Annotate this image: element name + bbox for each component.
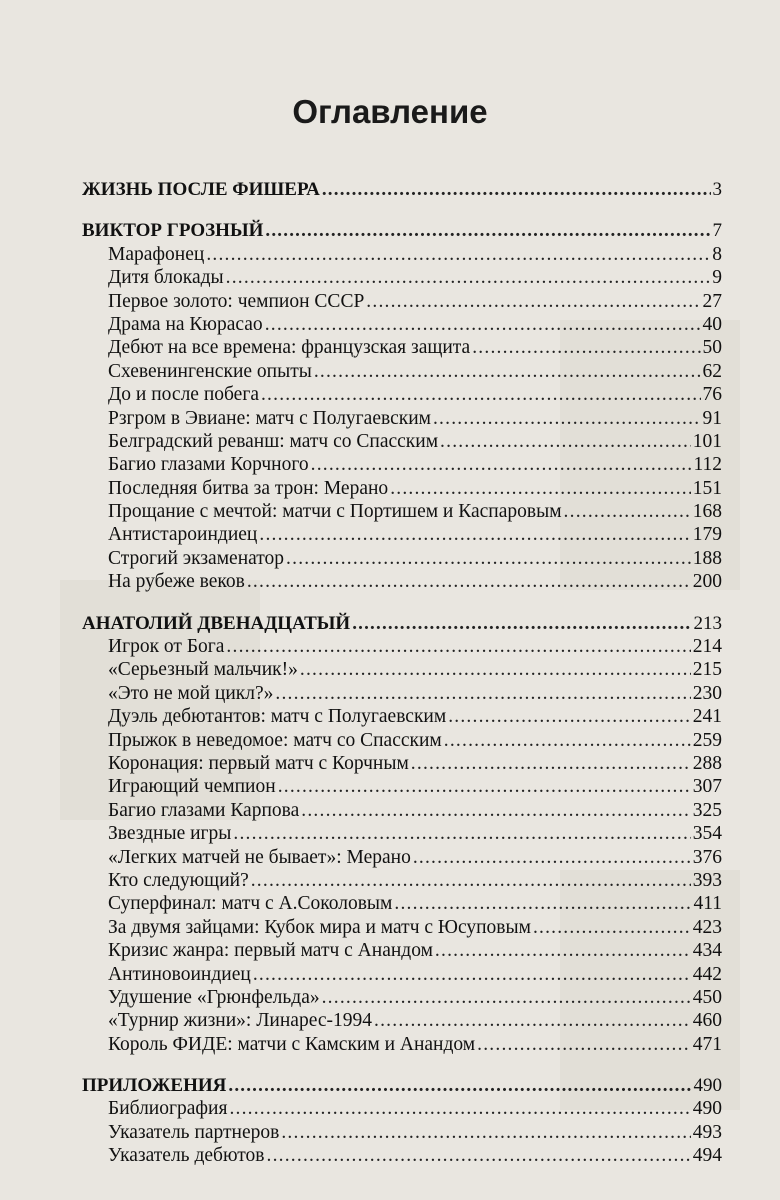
toc-part-heading: [82, 178, 722, 201]
toc-chapter-title: Король ФИДЕ: матчи с Камским и Анандом: [108, 1033, 476, 1055]
toc-page-number: 151: [692, 477, 722, 499]
toc-chapter-entry: [82, 892, 722, 915]
toc-chapter-title: Рзгром в Эвиане: матч с Полугаевским: [108, 407, 431, 429]
toc-chapter-title: Антиновоиндиец: [108, 963, 251, 985]
toc-leader-dots: [366, 290, 700, 313]
toc-chapter-entry: [82, 752, 722, 775]
toc-page-number: 490: [693, 1075, 722, 1097]
toc-leader-dots: [247, 570, 691, 593]
toc-leader-dots: [413, 846, 691, 869]
toc-leader-dots: [477, 1033, 691, 1056]
toc-chapter-entry: [82, 1121, 722, 1144]
toc-page-number: 450: [692, 986, 722, 1008]
toc-leader-dots: [251, 869, 691, 892]
toc-page-number: 50: [702, 337, 722, 359]
toc-chapter-entry: [82, 243, 722, 266]
toc-chapter-list: [82, 1097, 722, 1167]
toc-leader-dots: [301, 799, 690, 822]
toc-page-number: 241: [692, 706, 722, 728]
toc-page-number: 27: [702, 290, 722, 312]
toc-leader-dots: [533, 916, 691, 939]
toc-chapter-title: Белградский реванш: матч со Спасским: [108, 430, 439, 452]
toc-leader-dots: [435, 939, 691, 962]
toc-chapter-entry: [82, 360, 722, 383]
toc-leader-dots: [322, 178, 711, 201]
toc-chapter-title: Звездные игры: [108, 823, 232, 845]
toc-chapter-entry: [82, 939, 722, 962]
toc-leader-dots: [390, 477, 691, 500]
toc-chapter-title: Кто следующий?: [108, 869, 249, 891]
toc-chapter-entry: [82, 313, 722, 336]
toc-chapter-title: Суперфинал: матч с А.Соколовым: [108, 893, 393, 915]
toc-chapter-title: До и после побега: [108, 384, 259, 406]
toc-part-heading: [82, 1074, 722, 1097]
toc-page-number: 101: [692, 430, 722, 452]
toc-chapter-entry: [82, 336, 722, 359]
toc-chapter-title: Указатель партнеров: [108, 1121, 280, 1143]
toc-leader-dots: [226, 266, 711, 289]
toc-chapter-entry: [82, 799, 722, 822]
toc-chapter-title: Строгий экзаменатор: [108, 547, 285, 569]
toc-chapter-title: «Серьезный мальчик!»: [108, 659, 298, 681]
toc-chapter-title: Коронация: первый матч с Корчным: [108, 752, 409, 774]
toc-chapter-entry: [82, 477, 722, 500]
toc-chapter-entry: [82, 547, 722, 570]
toc-chapter-list: [82, 243, 722, 594]
toc-page-number: 471: [692, 1033, 722, 1055]
toc-chapter-entry: [82, 822, 722, 845]
toc-chapter-title: Дебют на все времена: французская защита: [108, 337, 471, 359]
toc-leader-dots: [472, 336, 700, 359]
toc-leader-dots: [265, 313, 701, 336]
toc-chapter-title: Указатель дебютов: [108, 1145, 265, 1167]
toc-page-number: 213: [693, 612, 722, 634]
toc-page-number: 112: [693, 454, 722, 476]
toc-leader-dots: [229, 1097, 690, 1120]
toc-leader-dots: [265, 219, 710, 242]
toc-chapter-entry: [82, 1097, 722, 1120]
toc-page-number: 460: [692, 1010, 722, 1032]
toc-leader-dots: [311, 453, 692, 476]
toc-page-number: 76: [702, 384, 722, 406]
toc-page-number: 393: [692, 869, 722, 891]
toc-leader-dots: [286, 547, 691, 570]
toc-chapter-entry: [82, 635, 722, 658]
toc-chapter-title: Игрок от Бога: [108, 636, 225, 658]
toc-leader-dots: [259, 523, 690, 546]
toc-chapter-entry: [82, 523, 722, 546]
toc-leader-dots: [352, 612, 691, 635]
toc-chapter-entry: [82, 290, 722, 313]
toc-page-number: 200: [692, 571, 722, 593]
toc-chapter-entry: [82, 869, 722, 892]
toc-leader-dots: [314, 360, 701, 383]
toc-chapter-entry: [82, 266, 722, 289]
toc-page-number: 354: [692, 823, 722, 845]
toc-chapter-title: Дуэль дебютантов: матч с Полугаевским: [108, 706, 447, 728]
toc-leader-dots: [433, 407, 701, 430]
toc-chapter-title: На рубеже веков: [108, 571, 245, 593]
toc-chapter-title: Схевенингенские опыты: [108, 360, 312, 382]
toc-chapter-entry: [82, 658, 722, 681]
toc-leader-dots: [233, 822, 690, 845]
toc-chapter-entry: [82, 775, 722, 798]
toc-leader-dots: [228, 1074, 691, 1097]
toc-page-number: 168: [692, 501, 722, 523]
toc-chapter-entry: [82, 383, 722, 406]
toc-part-label: ВИКТОР ГРОЗНЫЙ: [82, 220, 264, 242]
toc-chapter-title: «Легких матчей не бывает»: Мерано: [108, 846, 411, 868]
toc-chapter-entry: [82, 1033, 722, 1056]
toc-page-number: 307: [692, 776, 722, 798]
toc-page-number: 7: [712, 220, 722, 242]
toc-page-number: 214: [692, 636, 722, 658]
toc-leader-dots: [267, 1144, 691, 1167]
toc-chapter-entry: [82, 430, 722, 453]
toc-page-number: 8: [712, 243, 722, 265]
toc-page-number: 288: [692, 752, 722, 774]
toc-chapter-entry: [82, 682, 722, 705]
toc-chapter-list: [82, 635, 722, 1056]
toc-page-number: 40: [702, 313, 722, 335]
toc-part-label: ПРИЛОЖЕНИЯ: [82, 1075, 227, 1097]
toc-chapter-title: Драма на Кюрасао: [108, 313, 263, 335]
toc-page-number: 490: [692, 1098, 722, 1120]
toc-page-number: 376: [692, 846, 722, 868]
toc-page-number: 411: [693, 893, 722, 915]
toc-leader-dots: [448, 705, 691, 728]
toc-chapter-entry: [82, 1144, 722, 1167]
toc-chapter-title: Антистароиндиец: [108, 524, 258, 546]
toc-page-number: 230: [692, 682, 722, 704]
toc-page-number: 493: [692, 1121, 722, 1143]
toc-leader-dots: [394, 892, 691, 915]
toc-page-number: 9: [712, 267, 722, 289]
toc-chapter-title: Багио глазами Корчного: [108, 454, 309, 476]
toc-chapter-entry: [82, 1009, 722, 1032]
toc-part-label: АНАТОЛИЙ ДВЕНАДЦАТЫЙ: [82, 612, 351, 634]
toc-leader-dots: [440, 430, 691, 453]
toc-chapter-entry: [82, 986, 722, 1009]
toc-chapter-entry: [82, 729, 722, 752]
toc-leader-dots: [278, 775, 691, 798]
toc-page-number: 91: [702, 407, 722, 429]
toc-chapter-title: Библиография: [108, 1098, 228, 1120]
toc-chapter-entry: [82, 963, 722, 986]
toc-leader-dots: [374, 1009, 691, 1032]
toc-part-heading: [82, 219, 722, 242]
page-title: Оглавление: [292, 93, 488, 130]
toc-leader-dots: [322, 986, 691, 1009]
table-of-contents: [82, 178, 722, 1168]
toc-part-label: ЖИЗНЬ ПОСЛЕ ФИШЕРА: [82, 179, 320, 200]
toc-leader-dots: [281, 1121, 690, 1144]
toc-page-number: 423: [692, 916, 722, 938]
toc-chapter-title: Прыжок в неведомое: матч со Спасским: [108, 729, 442, 751]
toc-chapter-entry: [82, 500, 722, 523]
toc-leader-dots: [206, 243, 710, 266]
toc-leader-dots: [444, 729, 691, 752]
toc-chapter-title: Последняя битва за трон: Мерано: [108, 477, 389, 499]
toc-chapter-title: Марафонец: [108, 243, 205, 265]
toc-page-number: 325: [692, 799, 722, 821]
toc-leader-dots: [275, 682, 690, 705]
toc-page-number: 62: [702, 360, 722, 382]
toc-chapter-entry: [82, 407, 722, 430]
toc-chapter-title: Кризис жанра: первый матч с Анандом: [108, 940, 433, 962]
toc-leader-dots: [226, 635, 690, 658]
toc-chapter-title: Удушение «Грюнфельда»: [108, 986, 320, 1008]
toc-chapter-title: Багио глазами Карпова: [108, 799, 300, 821]
toc-page-number: 188: [692, 547, 722, 569]
toc-chapter-title: Прощание с мечтой: матчи с Портишем и Каспаровым: [108, 501, 562, 523]
toc-chapter-title: «Турнир жизни»: Линарес-1994: [108, 1010, 373, 1032]
toc-chapter-entry: [82, 916, 722, 939]
toc-chapter-entry: [82, 453, 722, 476]
toc-leader-dots: [300, 658, 691, 681]
toc-chapter-title: За двумя зайцами: Кубок мира и матч с Юсуповым: [108, 916, 531, 938]
toc-leader-dots: [564, 500, 691, 523]
toc-chapter-title: Дитя блокады: [108, 267, 224, 289]
toc-page-number: 434: [692, 940, 722, 962]
toc-chapter-entry: [82, 705, 722, 728]
toc-page-number: 179: [692, 524, 722, 546]
toc-chapter-entry: [82, 570, 722, 593]
toc-page-number: 442: [692, 963, 722, 985]
toc-page-number: 215: [692, 659, 722, 681]
toc-chapter-entry: [82, 846, 722, 869]
toc-chapter-title: «Это не мой цикл?»: [108, 682, 274, 704]
toc-leader-dots: [261, 383, 701, 406]
toc-page-number: 494: [692, 1145, 722, 1167]
toc-leader-dots: [411, 752, 691, 775]
toc-chapter-title: Первое золото: чемпион СССР: [108, 290, 365, 312]
toc-part-heading: [82, 612, 722, 635]
toc-page-number: 259: [692, 729, 722, 751]
toc-page-number: 3: [712, 179, 722, 200]
toc-leader-dots: [253, 963, 691, 986]
toc-chapter-title: Играющий чемпион: [108, 776, 276, 798]
